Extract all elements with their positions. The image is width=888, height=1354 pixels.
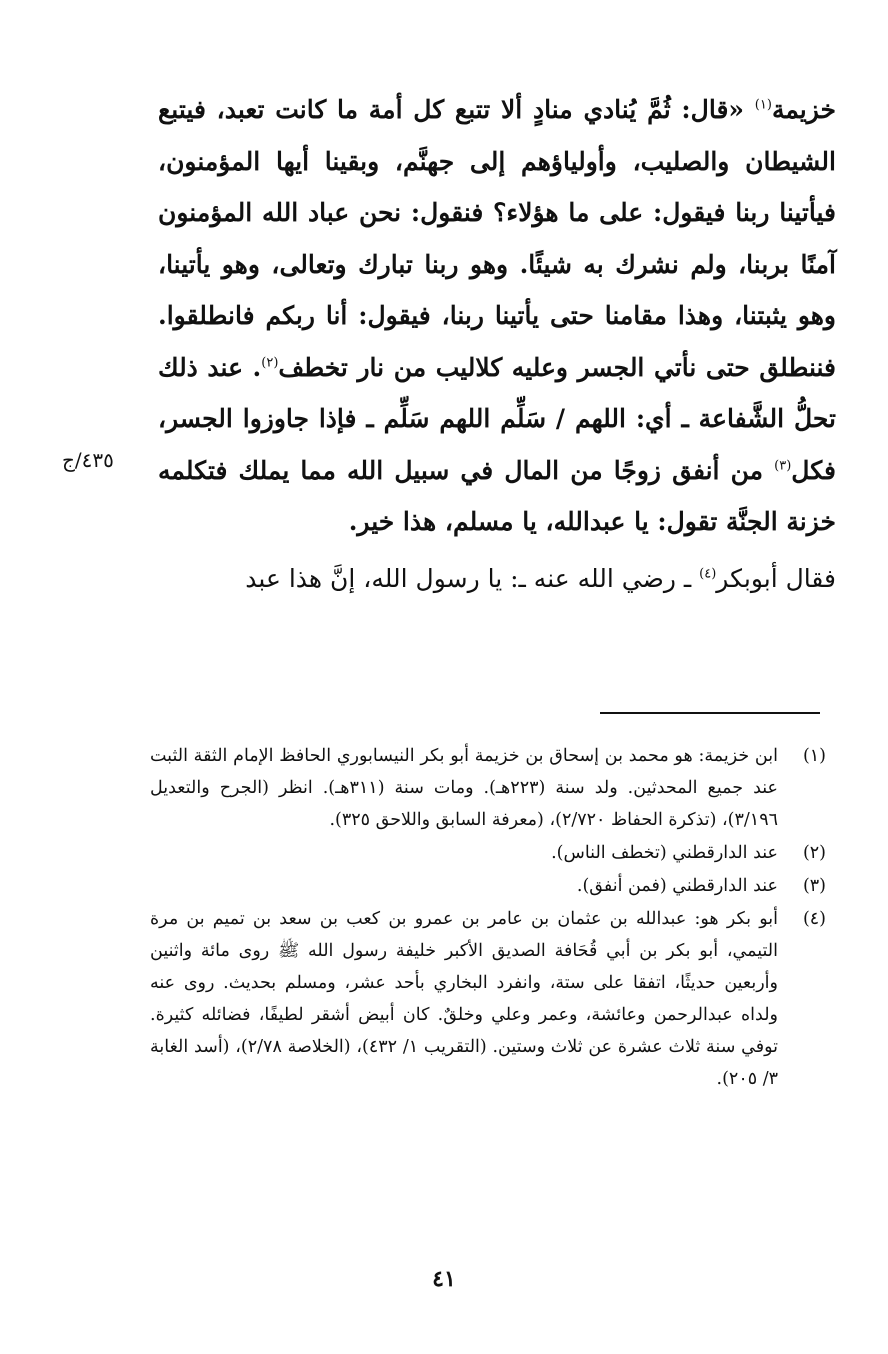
paragraph-2 xyxy=(158,553,836,605)
main-text xyxy=(158,84,836,604)
footnote-number: (١) xyxy=(802,746,826,766)
footnote-3 xyxy=(150,870,826,902)
footnotes xyxy=(150,740,826,1096)
para2-start: فقال أبوبكر xyxy=(716,563,836,593)
footnote-text: عند الدارقطني (تخطف الناس). xyxy=(551,843,778,863)
footnote-ref-3: (٣) xyxy=(774,458,792,474)
para1-text3: من أنفق زوجًا من المال في سبيل الله مما يملك فتكلمه خزنة الجنَّة تقول: يا عبدالله، يا مسلم، هذا خير. xyxy=(158,455,836,536)
page-number: ٤١ xyxy=(432,1266,456,1292)
paragraph-1 xyxy=(158,84,836,548)
footnote-text: عند الدارقطني (فمن أنفق). xyxy=(576,876,778,896)
footnote-text: أبو بكر هو: عبدالله بن عثمان بن عامر بن عمرو بن كعب بن سعد بن تميم بن مرة التيمي، أبو بكر بن أبي قُحَافة الصديق الأكبر خليفة رسول الله ﷺ روى مائة واثنين وأربعين حديثًا، اتفقا على ستة، وانفرد البخاري بأحد عشر، ومسلم بحديث. روى عنه ولداه عبدالرحمن وعائشة، وعمر وعلي وخلقٌ. كان أبيض أشقر لطيفًا، فضائله كثيرة. توفي سنة ثلاث عشرة عن ثلاث وستين. (التقريب ١/ ٤٣٢)، (الخلاصة ٢/٧٨)، (أسد الغابة ٣/ ٢٠٥). xyxy=(150,909,778,1089)
footnote-number: (٣) xyxy=(802,876,826,896)
footnote-separator xyxy=(600,712,820,714)
para1-text1: «قال: ثُمَّ يُنادي منادٍ ألا تتبع كل أمة ما كانت تعبد، فيتبع الشيطان والصليب، وأولياؤهم إلى جهنَّم، وبقينا أيها المؤمنون، فيأتينا ربنا فيقول: على ما هؤلاء؟ فنقول: نحن عباد الله المؤمنون آمنًا بربنا، ولم نشرك به شيئًا. وهو ربنا تبارك وتعالى، وهو يأتينا، وهو يثبتنا، وهذا مقامنا حتى يأتينا ربنا، فيقول: أنا ربكم فانطلقوا. فننطلق حتى نأتي الجسر وعليه كلاليب من نار تخطف xyxy=(158,95,836,382)
footnote-1 xyxy=(150,740,826,836)
footnote-2 xyxy=(150,837,826,869)
footnote-ref-2: (٢) xyxy=(261,355,279,371)
para1-start: خزيمة xyxy=(771,95,836,124)
footnote-number: (٤) xyxy=(802,909,826,929)
footnote-number: (٢) xyxy=(802,843,826,863)
footnote-4 xyxy=(150,903,826,1095)
para1-text2: . عند ذلك تحلُّ الشَّفاعة ـ أي: اللهم / سَلِّم اللهم سَلِّم ـ فإذا جاوزوا الجسر، فكل xyxy=(158,352,836,485)
footnote-ref-4: (٤) xyxy=(699,566,717,582)
footnote-ref-1: (١) xyxy=(754,97,772,113)
margin-note: ٤٣٥/ج xyxy=(62,448,114,472)
para2-text: ـ رضي الله عنه ـ: يا رسول الله، إنَّ هذا عبد xyxy=(245,563,700,593)
footnote-text: ابن خزيمة: هو محمد بن إسحاق بن خزيمة أبو بكر النيسابوري الحافظ الإمام الثقة الثبت عند جميع المحدثين. ولد سنة (٢٢٣هـ). ومات سنة (٣١١هـ). انظر (الجرح والتعديل ٣/١٩٦)، (تذكرة الحفاظ ٢/٧٢٠)، (معرفة السابق واللاحق ٣٢٥). xyxy=(150,746,778,830)
